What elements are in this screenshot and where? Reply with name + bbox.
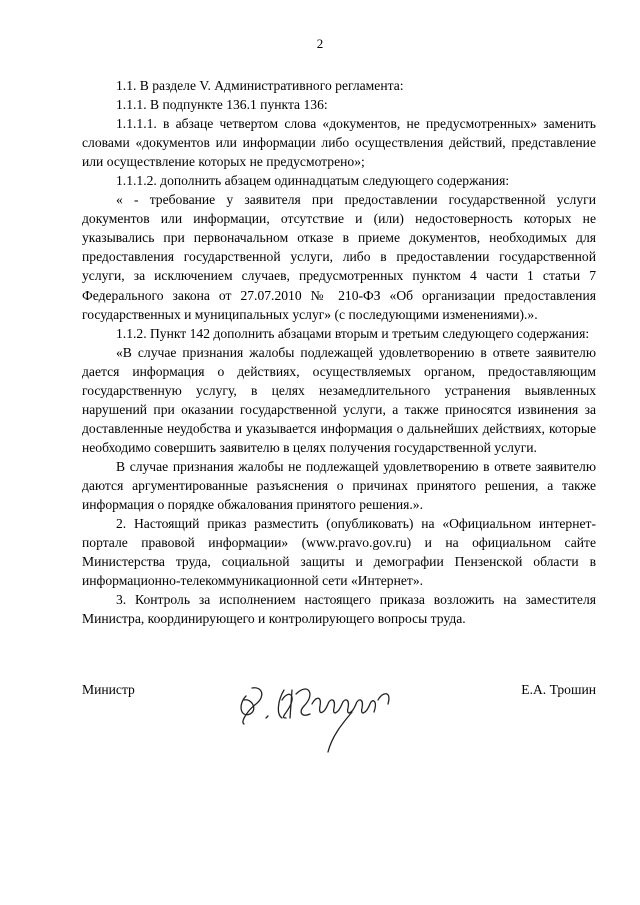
handwritten-signature [232, 660, 412, 760]
paragraph-1-1-1: 1.1.1. В подпункте 136.1 пункта 136: [116, 97, 328, 113]
paragraph-1-1-1-1: 1.1.1.1. в абзаце четвертом слова «документов, не предусмотренных» заменить словами «документов или информации либо осуществления действий, представление или осуществление которых не предусмотрено»; [82, 116, 596, 170]
page-number: 2 [316, 36, 324, 51]
paragraph-3: 3. Контроль за исполнением настоящего приказа возложить на заместителя Министра, координирующего и контролирующего вопросы труда. [82, 592, 596, 627]
paragraph-1-1: 1.1. В разделе V. Административного регламента: [116, 78, 404, 93]
paragraph-1-1-2: 1.1.2. Пункт 142 дополнить абзацами вторым и третьим следующего содержания: [116, 325, 590, 341]
paragraph-2: 2. Настоящий приказ разместить (опубликовать) на «Официальном интернет-портале правовой информации» (www.pravo.gov.ru) и на официальном сайте Министерства труда, социальной защиты и демографии Пензенской области в информационно-телекоммуникационной сети «Интернет». [82, 516, 596, 589]
document-body [82, 76, 596, 628]
paragraph-1-1-1-2: 1.1.1.2. дополнить абзацем одиннадцатым следующего содержания: [116, 173, 510, 189]
paragraph-quoted-requirement: « - требование у заявителя при предоставлении государственной услуги документов или информации, отсутствие и (или) недостоверность которых не указывались при первоначальном отказе в приеме документов, необходимых для предоставления государственной услуги, либо в предоставлении государственной услуги, за исключением случаев, предусмотренных пунктом 4 части 1 статьи 7 Федерального закона от 27.07.2010 № 210-ФЗ «Об организации предоставления государственных и муниципальных услуг» (с последующими изменениями).». [82, 192, 596, 322]
signature-block [82, 672, 596, 762]
paragraph-quoted-satisfied: «В случае признания жалобы подлежащей удовлетворению в ответе заявителю дается информация о действиях, осуществляемых органом, предоставляющим государственную услугу, в целях незамедлительного устранения выявленных нарушений при оказании государственной услуги, а также приносятся извинения за доставленные неудобства и указывается информация о дальнейших действиях, которые необходимо совершить заявителю в целях получения государственной услуги. [82, 344, 596, 455]
paragraph-quoted-not-satisfied: В случае признания жалобы не подлежащей удовлетворению в ответе заявителю даются аргументированные разъяснения о причинах принятого решения, а также информация о порядке обжалования принятого решения.». [82, 458, 596, 513]
signer-position: Министр [82, 682, 135, 697]
signer-name: Е.А. Трошин [521, 682, 596, 697]
